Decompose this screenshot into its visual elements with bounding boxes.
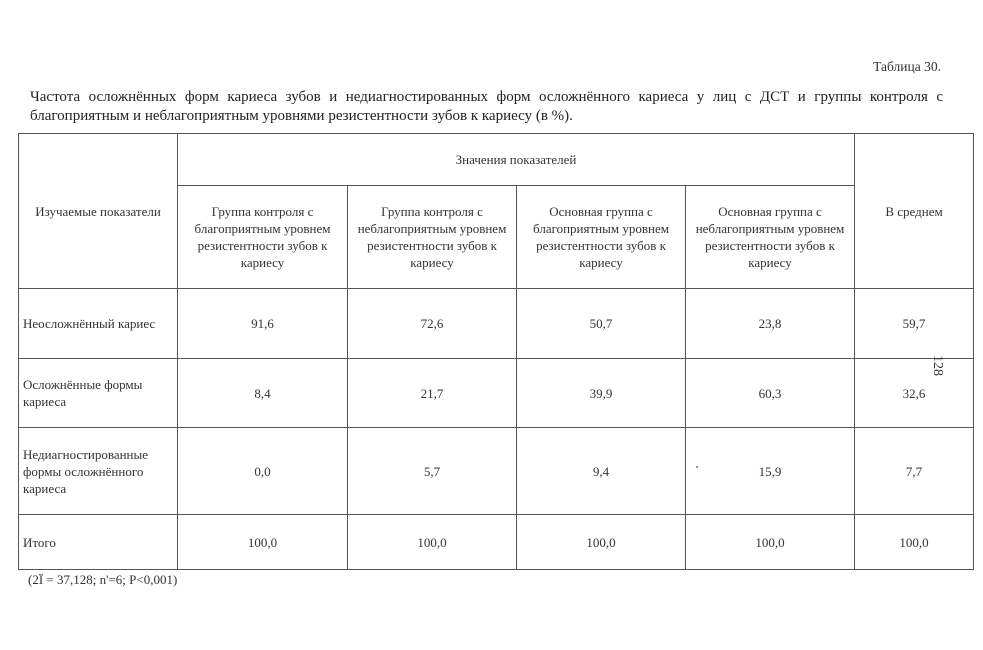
table-total-row bbox=[19, 515, 974, 570]
table-cell: 72,6 bbox=[348, 289, 517, 359]
row-label: Осложнённые формы кариеса bbox=[19, 359, 178, 428]
average-cell: 100,0 bbox=[855, 515, 974, 570]
scan-speck bbox=[696, 466, 698, 468]
data-table bbox=[18, 133, 974, 570]
column-header: Группа контроля с благоприятным уровнем резистентности зубов к кариесу bbox=[178, 186, 348, 289]
table-header-row bbox=[19, 134, 974, 186]
table-cell: 100,0 bbox=[686, 515, 855, 570]
statistics-footnote: (2Ї = 37,128; n'=6; P<0,001) bbox=[28, 572, 178, 587]
table-cell: 23,8 bbox=[686, 289, 855, 359]
table-cell: 100,0 bbox=[517, 515, 686, 570]
table-cell: 60,3 bbox=[686, 359, 855, 428]
table-cell: 100,0 bbox=[178, 515, 348, 570]
table-row bbox=[19, 289, 974, 359]
average-cell: 59,7 bbox=[855, 289, 974, 359]
table-cell: 15,9 bbox=[686, 428, 855, 515]
table-cell: 9,4 bbox=[517, 428, 686, 515]
average-cell: 7,7 bbox=[855, 428, 974, 515]
table-cell: 8,4 bbox=[178, 359, 348, 428]
table-cell: 39,9 bbox=[517, 359, 686, 428]
average-header-cell: В среднем bbox=[855, 134, 974, 289]
average-cell: 32,6 bbox=[855, 359, 974, 428]
row-label: Неосложнённый кариес bbox=[19, 289, 178, 359]
row-header-cell: Изучаемые показатели bbox=[19, 134, 178, 289]
table-cell: 91,6 bbox=[178, 289, 348, 359]
column-header: Основная группа с благоприятным уровнем резистентности зубов к кариесу bbox=[517, 186, 686, 289]
row-label: Итого bbox=[19, 515, 178, 570]
table-cell: 5,7 bbox=[348, 428, 517, 515]
table-row bbox=[19, 359, 974, 428]
group-header-cell: Значения показателей bbox=[178, 134, 855, 186]
column-header: Основная группа с неблагоприятным уровнем резистентности зубов к кариесу bbox=[686, 186, 855, 289]
table-row bbox=[19, 428, 974, 515]
table-cell: 100,0 bbox=[348, 515, 517, 570]
table-cell: 0,0 bbox=[178, 428, 348, 515]
table-caption: Частота осложнённых форм кариеса зубов и недиагностированных форм осложнённого кариеса у лиц с ДСТ и группы контроля с благоприятным и неблагоприятным уровнями резистентности зубов к кариесу (в %). bbox=[30, 89, 943, 124]
page-number: 128 bbox=[930, 355, 945, 376]
table-cell: 50,7 bbox=[517, 289, 686, 359]
table-number-label: Таблица 30. bbox=[873, 59, 941, 74]
column-header: Группа контроля с неблагоприятным уровнем резистентности зубов к кариесу bbox=[348, 186, 517, 289]
row-label: Недиагностированные формы осложнённого кариеса bbox=[19, 428, 178, 515]
table-cell: 21,7 bbox=[348, 359, 517, 428]
